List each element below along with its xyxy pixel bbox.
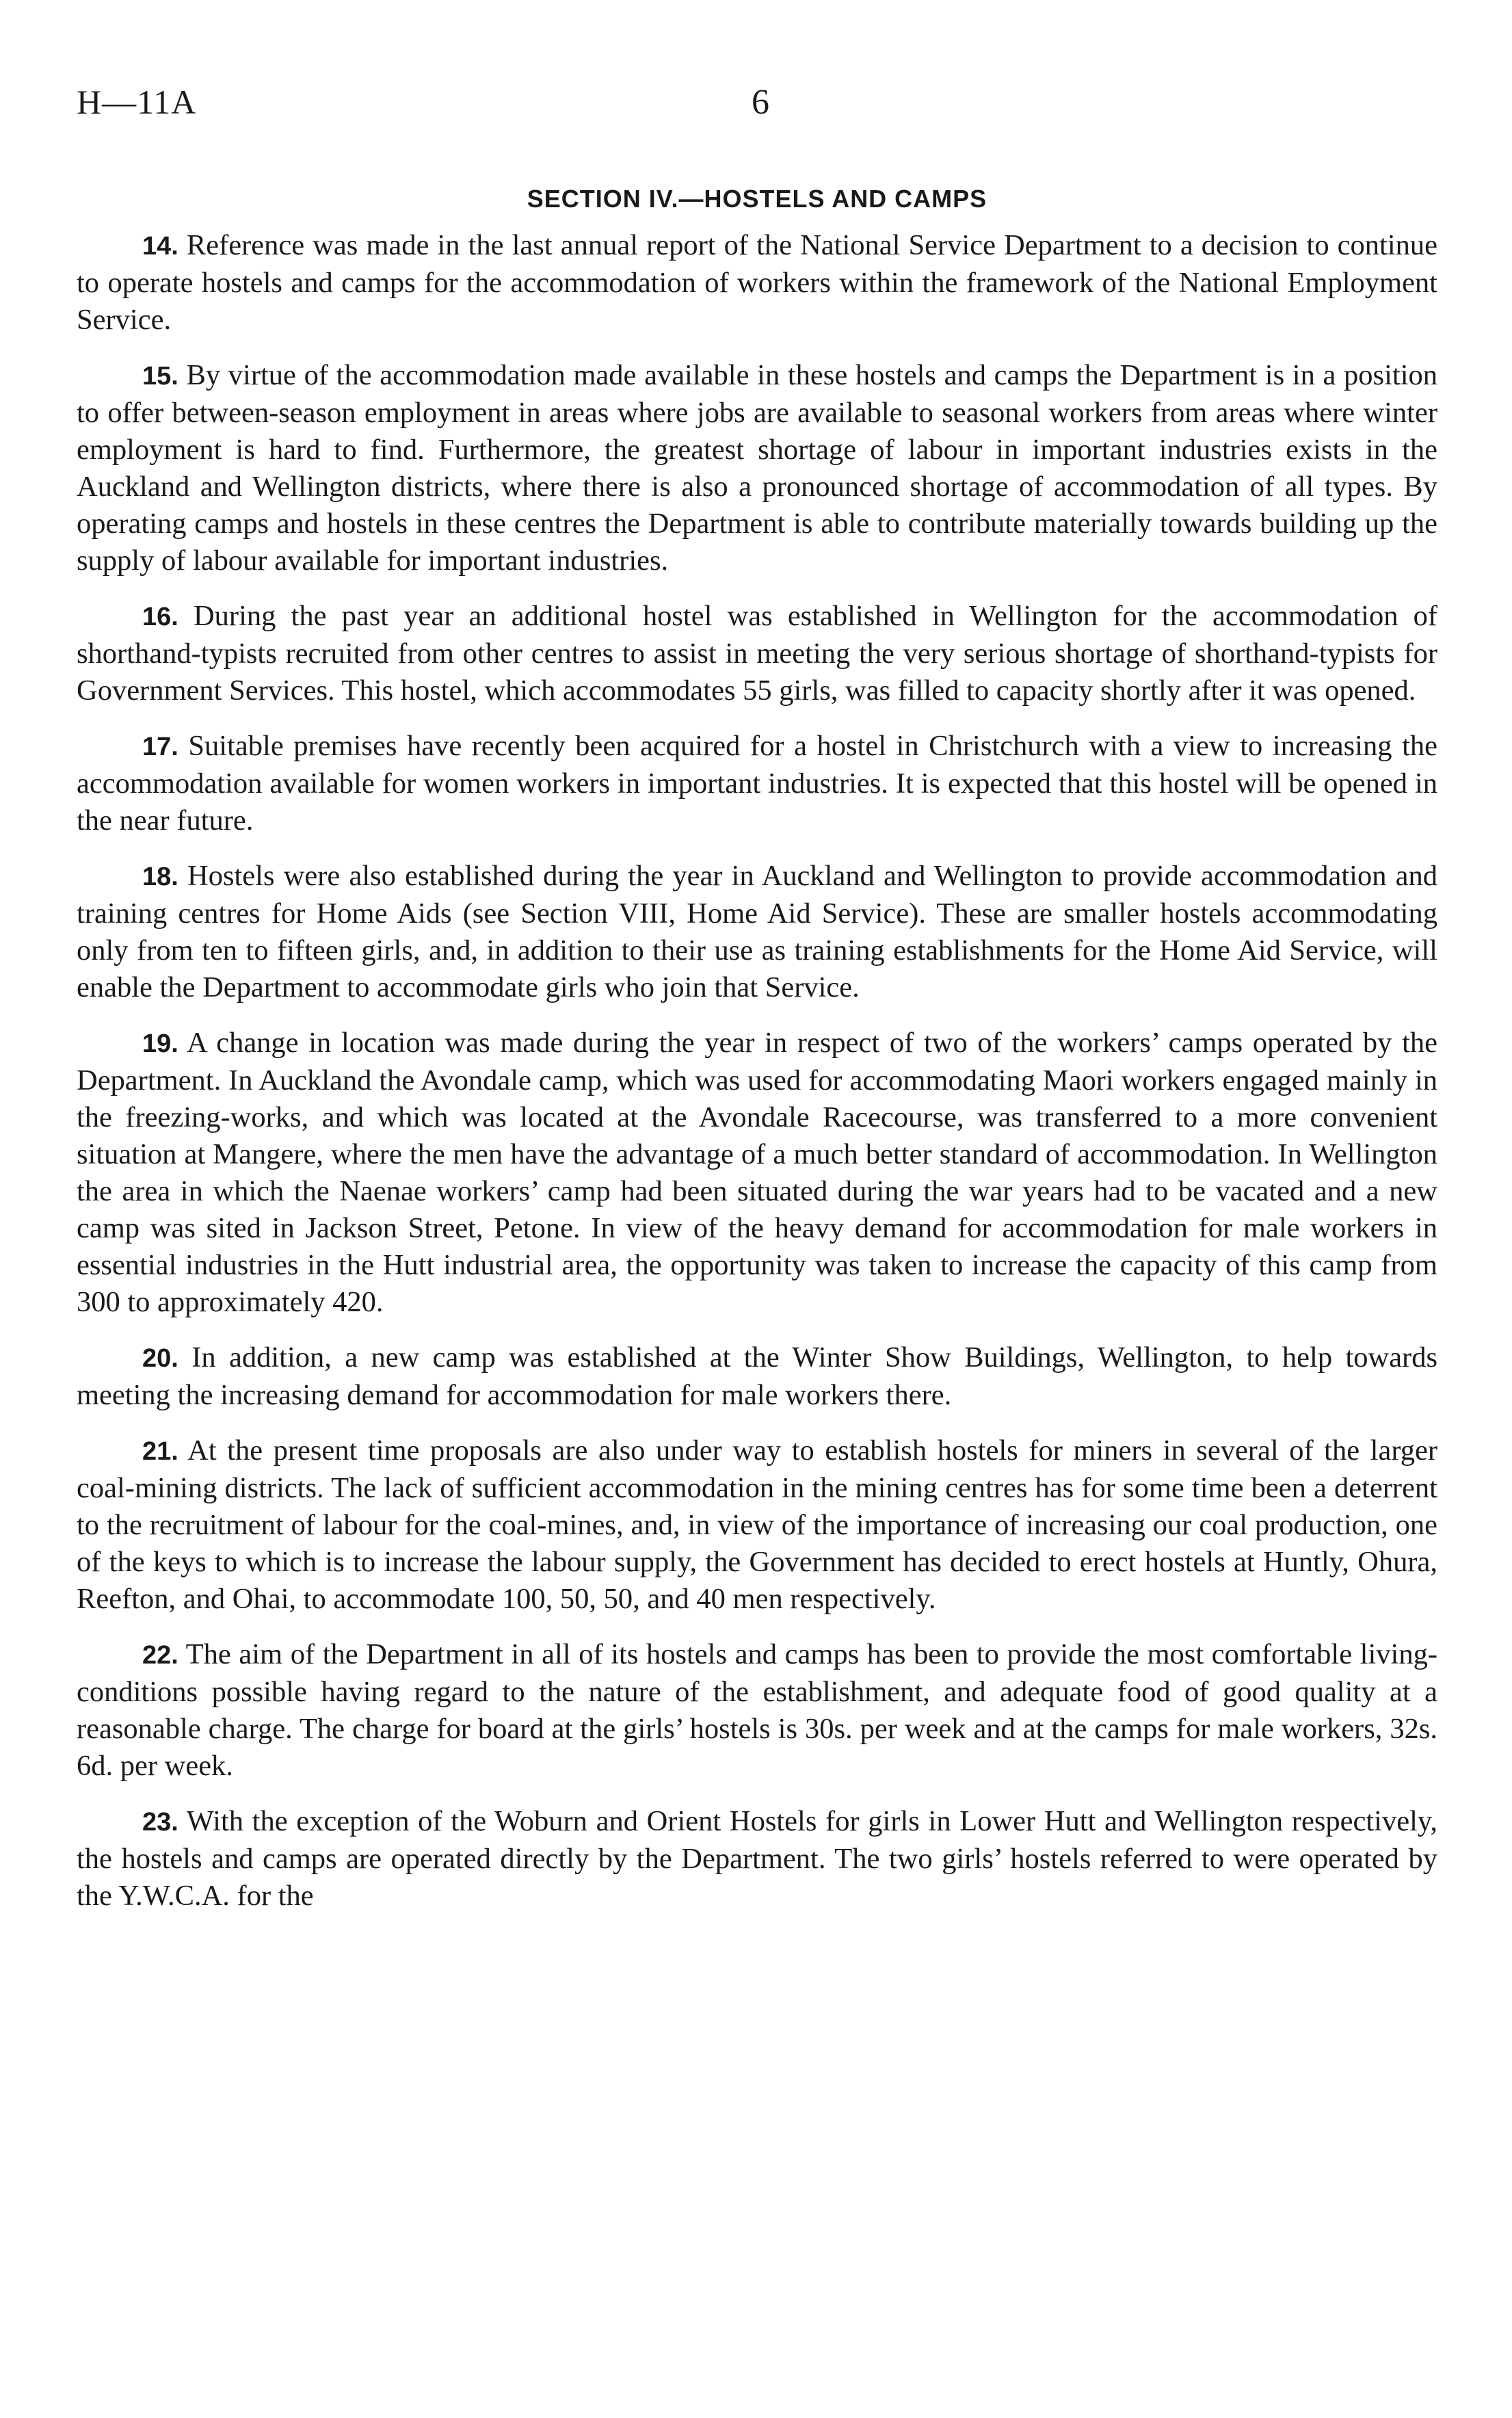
paragraph-14 bbox=[77, 227, 1437, 339]
paragraph-number: 21. bbox=[142, 1437, 178, 1466]
section-title: SECTION IV.—HOSTELS AND CAMPS bbox=[527, 185, 987, 213]
paragraph-number: 18. bbox=[142, 863, 178, 891]
paragraph-19 bbox=[77, 1025, 1437, 1321]
paragraph-22 bbox=[77, 1636, 1437, 1785]
document-reference: H—11A bbox=[77, 83, 197, 121]
paragraph-text: A change in location was made during the year in respect of two of the workers’ camps operated by the Department. In Auckland the Avondale camp, which was used for accommodating Maori workers engaged mainly in the freezing-works, and which was located at the Avondale Racecourse, was transferred to a more convenient situation at Mangere, where the men have the advantage of a much better standard of accommodation. In Wellington the area in which the Naenae workers’ camp had been situated during the war years had to be vacated and a new camp was sited in Jackson Street, Petone. In view of the heavy demand for accommodation for male workers in essential industries in the Hutt industrial area, the opportunity was taken to increase the capacity of this camp from 300 to approximately 420. bbox=[77, 1027, 1437, 1318]
paragraph-17 bbox=[77, 728, 1437, 839]
page-header bbox=[77, 82, 1437, 137]
paragraph-18 bbox=[77, 858, 1437, 1006]
paragraph-text: During the past year an additional hostel was established in Wellington for the accommodation of shorthand-typists recruited from other centres to assist in meeting the very serious shortage of shorthand-typists for Government Services. This hostel, which accommodates 55 girls, was filled to capacity shortly after it was opened. bbox=[77, 600, 1437, 707]
paragraph-text: In addition, a new camp was established at the Winter Show Buildings, Wellington, to help towards meeting the increasing demand for accommodation for male workers there. bbox=[77, 1341, 1437, 1411]
paragraph-20 bbox=[77, 1339, 1437, 1414]
paragraph-text: At the present time proposals are also under way to establish hostels for miners in several of the larger coal-mining districts. The lack of sufficient accommodation in the mining centres has for some time been a deterrent to the recruitment of labour for the coal-mines, and, in view of the importance of increasing our coal production, one of the keys to which is to increase the labour supply, the Government has decided to erect hostels at Huntly, Ohura, Reefton, and Ohai, to accommodate 100, 50, 50, and 40 men respectively. bbox=[77, 1434, 1437, 1615]
paragraph-15 bbox=[77, 357, 1437, 579]
paragraph-number: 20. bbox=[142, 1344, 178, 1373]
paragraph-text: By virtue of the accommodation made available in these hostels and camps the Department is in a position to offer between-season employment in areas where jobs are available to seasonal workers from areas where winter employment is hard to find. Furthermore, the greatest shortage of labour in important industries exists in the Auckland and Wellington districts, where there is also a pronounced shortage of accommodation of all types. By operating camps and hostels in these centres the Department is able to contribute materially towards building up the supply of labour available for important industries. bbox=[77, 359, 1438, 577]
document-page bbox=[77, 0, 1437, 2418]
paragraph-number: 16. bbox=[142, 603, 178, 631]
paragraph-text: Reference was made in the last annual report of the National Service Department to a decision to continue to operate hostels and camps for the accommodation of workers within the framework of the National Employment Service. bbox=[77, 229, 1437, 336]
paragraph-number: 22. bbox=[142, 1641, 178, 1670]
paragraph-number: 17. bbox=[142, 733, 178, 761]
paragraph-number: 14. bbox=[142, 232, 178, 261]
paragraph-16 bbox=[77, 598, 1437, 709]
paragraph-text: With the exception of the Woburn and Orient Hostels for girls in Lower Hutt and Wellington respectively, the hostels and camps are operated directly by the Department. The two girls’ hostels referred to were operated by the Y.W.C.A. for the bbox=[77, 1805, 1437, 1912]
paragraph-text: The aim of the Department in all of its hostels and camps has been to provide the most comfortable living-conditions possible having regard to the nature of the establishment, and adequate food of good quality at a reasonable charge. The charge for board at the girls’ hostels is 30s. per week and at the camps for male workers, 32s. 6d. per week. bbox=[77, 1638, 1438, 1782]
paragraph-number: 19. bbox=[142, 1029, 178, 1058]
paragraph-23 bbox=[77, 1803, 1437, 1915]
paragraph-21 bbox=[77, 1432, 1437, 1618]
paragraph-text: Suitable premises have recently been acquired for a hostel in Christchurch with a view to increasing the accommodation available for women workers in important industries. It is expected that this hostel will be opened in the near future. bbox=[77, 730, 1438, 837]
paragraph-text: Hostels were also established during the year in Auckland and Wellington to provide accommodation and training centres for Home Aids (see Section VIII, Home Aid Service). These are smaller hostels accommodating only from ten to fifteen girls, and, in addition to their use as training establishments for the Home Aid Service, will enable the Department to accommodate girls who join that Service. bbox=[77, 860, 1437, 1003]
body-text bbox=[77, 227, 1437, 1933]
paragraph-number: 23. bbox=[142, 1808, 178, 1837]
page-number: 6 bbox=[752, 83, 769, 122]
paragraph-number: 15. bbox=[142, 362, 178, 391]
